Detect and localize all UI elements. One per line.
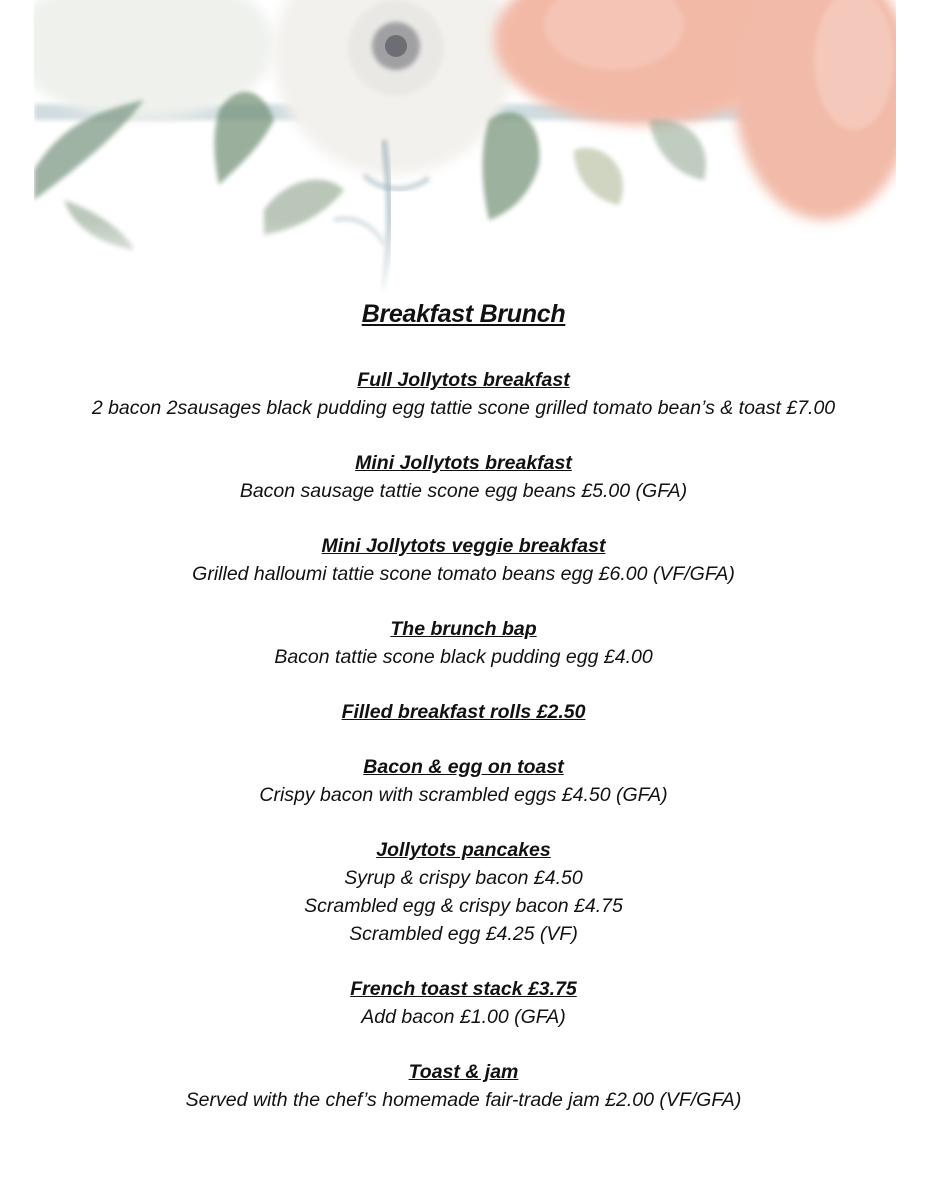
menu-item-title: Toast & jam (408, 1061, 519, 1083)
floral-header-image (34, 0, 896, 300)
menu-item-title: Filled breakfast rolls £2.50 (341, 701, 586, 723)
menu-item-title: Jollytots pancakes (376, 839, 551, 861)
menu-section-brunch-bap (0, 615, 927, 671)
menu-item-description: Syrup & crispy bacon £4.50 (344, 867, 583, 889)
menu-item-title: Mini Jollytots breakfast (355, 452, 572, 474)
menu-section-toast-jam (0, 1058, 927, 1114)
menu-section-full-breakfast (0, 366, 927, 422)
menu-section-pancakes (0, 836, 927, 948)
menu (0, 296, 927, 1141)
menu-section-breakfast-rolls (0, 698, 927, 726)
menu-item-title: French toast stack £3.75 (350, 978, 577, 1000)
menu-item-description: Bacon sausage tattie scone egg beans £5.00 (GFA) (239, 480, 688, 502)
menu-section-mini-breakfast (0, 449, 927, 505)
menu-section-veggie-breakfast (0, 532, 927, 588)
menu-section-french-toast (0, 975, 927, 1031)
menu-item-title: Mini Jollytots veggie breakfast (321, 535, 606, 557)
menu-item-title: Bacon & egg on toast (363, 756, 564, 778)
menu-item-title: Full Jollytots breakfast (357, 369, 570, 391)
menu-item-description: Scrambled egg £4.25 (VF) (349, 923, 578, 945)
menu-item-description: Served with the chef’s homemade fair-trade jam £2.00 (VF/GFA) (185, 1089, 742, 1111)
menu-item-description: Bacon tattie scone black pudding egg £4.00 (274, 646, 653, 668)
menu-item-description: Add bacon £1.00 (GFA) (361, 1006, 566, 1028)
menu-section-bacon-egg-toast (0, 753, 927, 809)
menu-item-description: Crispy bacon with scrambled eggs £4.50 (GFA) (259, 784, 668, 806)
menu-item-description: Grilled halloumi tattie scone tomato beans egg £6.00 (VF/GFA) (192, 563, 735, 585)
menu-item-title: The brunch bap (390, 618, 537, 640)
menu-item-description: 2 bacon 2sausages black pudding egg tattie scone grilled tomato bean’s & toast £7.00 (91, 397, 836, 419)
menu-item-description: Scrambled egg & crispy bacon £4.75 (304, 895, 623, 917)
menu-title: Breakfast Brunch (361, 300, 566, 328)
